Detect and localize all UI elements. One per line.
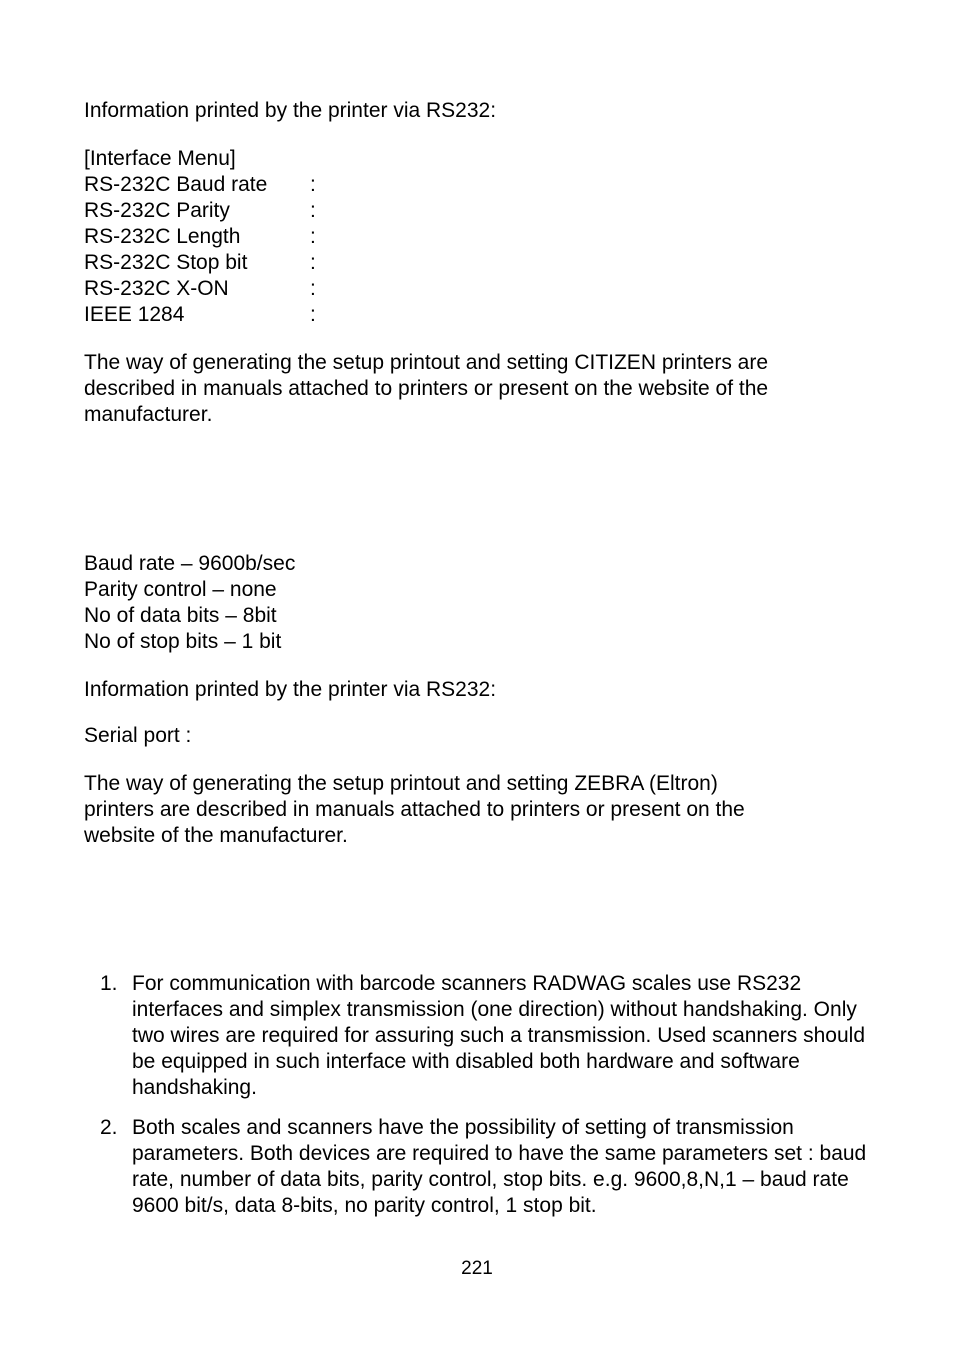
menu-row-label: RS-232C X-ON xyxy=(84,277,229,300)
list-item-number: 2. xyxy=(100,1116,118,1139)
list-item-text: For communication with barcode scanners RADWAG scales use RS232 interfaces and simplex transmission (one direction) without handshaking. Only two wires are required for assuring such a transmission. Used scanners should be equipped in such interface with disabled both hardware and software handshaking. xyxy=(132,972,866,1099)
zebra-info-heading: Information printed by the printer via RS232: xyxy=(84,678,497,701)
list-item xyxy=(84,1115,874,1219)
menu-row-ieee-1284 xyxy=(84,302,484,328)
list-item-number: 1. xyxy=(100,972,118,995)
menu-row-label: IEEE 1284 xyxy=(84,303,185,326)
citizen-description: The way of generating the setup printout and setting CITIZEN printers are described in manuals attached to printers or present on the website of the manufacturer. xyxy=(84,351,769,426)
menu-row-length xyxy=(84,224,484,250)
setting-baud-rate: Baud rate – 9600b/sec xyxy=(84,552,296,575)
menu-row-label: RS-232C Baud rate xyxy=(84,173,268,196)
menu-row-separator: : xyxy=(310,251,316,274)
menu-row-separator: : xyxy=(310,303,316,326)
citizen-info-heading: Information printed by the printer via RS232: xyxy=(84,99,497,122)
scanner-notes-list xyxy=(84,971,874,1233)
setting-data-bits: No of data bits – 8bit xyxy=(84,604,277,627)
page-number: 221 xyxy=(461,1258,493,1279)
zebra-settings xyxy=(84,551,484,655)
menu-row-separator: : xyxy=(310,173,316,196)
menu-row-separator: : xyxy=(310,225,316,248)
list-item xyxy=(84,971,874,1101)
list-item-text: Both scales and scanners have the possibility of setting of transmission parameters. Both devices are required to have the same parameters set : baud rate, number of data bits, parity control, stop bits. e.g. 9600,8,N,1 – baud rate 9600 bit/s, data 8-bits, no parity control, 1 stop bit. xyxy=(132,1116,867,1217)
menu-row-parity xyxy=(84,198,484,224)
zebra-description: The way of generating the setup printout and setting ZEBRA (Eltron) printers are described in manuals attached to printers or present on the website of the manufacturer. xyxy=(84,772,745,847)
menu-row-stop-bit xyxy=(84,250,484,276)
menu-row-separator: : xyxy=(310,277,316,300)
setting-stop-bits: No of stop bits – 1 bit xyxy=(84,630,282,653)
menu-row-label: RS-232C Parity xyxy=(84,199,230,222)
interface-menu xyxy=(84,146,484,328)
setting-parity: Parity control – none xyxy=(84,578,277,601)
interface-menu-title: [Interface Menu] xyxy=(84,147,236,170)
menu-row-label: RS-232C Stop bit xyxy=(84,251,248,274)
serial-port-line: Serial port : xyxy=(84,724,192,747)
menu-row-separator: : xyxy=(310,199,316,222)
menu-row-baud-rate xyxy=(84,172,484,198)
menu-row-label: RS-232C Length xyxy=(84,225,241,248)
menu-row-x-on xyxy=(84,276,484,302)
